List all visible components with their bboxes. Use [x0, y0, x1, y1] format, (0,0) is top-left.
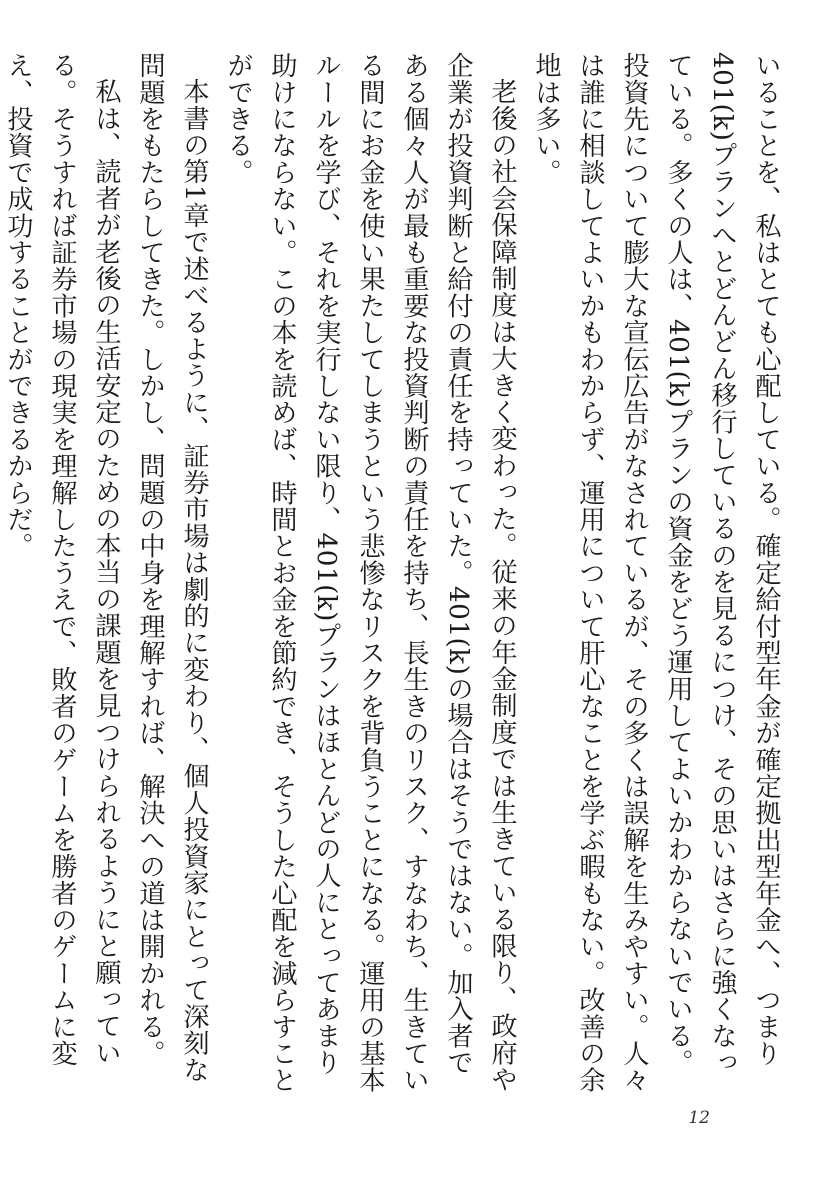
vertical-body-text: [3, 52, 788, 1102]
paragraph-author-hope: 私は、読者が老後の生活安定のための本当の課題を見つけられるようにと願っている。そうすれば証券市場の現実を理解したうえで、敗者のゲームを勝者のゲームに変え、投資で成功することができるからだ。: [3, 52, 121, 1067]
page-number: 12: [688, 1108, 710, 1128]
paragraph-continuation: いることを、私はとても心配している。確定給付型年金が確定拠出型年金へ、つまり401(k)プランへとどんどん移行しているのを見るにつけ、その思いはさらに強くなっている。多くの人は、401(k)プランの資金をどう運用してよいかわからないでいる。投資先について膨大な宣伝広告がなされているが、その多くは誤解を生みやすい。人々は誰に相談してよいかもわからず、運用について肝心なことを学ぶ暇もない。改善の余地は多い。: [531, 52, 781, 1094]
paragraph-chapter-one: 本書の第1章で述べるように、証券市場は劇的に変わり、個人投資家にとって深刻な問題をもたらしてきた。しかし、問題の中身を理解すれば、解決への道は開かれる。: [135, 52, 209, 1084]
paragraph-social-security: 老後の社会保障制度は大きく変わった。従来の年金制度では生きている限り、政府や企業が投資判断と給付の責任を持っていた。401(k)の場合はそうではない。加入者である個々人が最も重要な投資判断の責任を持ち、長生きのリスク、すなわち、生きている間にお金を使い果たしてしまうという悲惨なリスクを背負うことになる。運用の基本ルールを学び、それを実行しない限り、401(k)プランはほとんどの人にとってあまり助けにならない。この本を読めば、時間とお金を節約でき、そうした心配を減らすことができる。: [223, 52, 517, 1094]
